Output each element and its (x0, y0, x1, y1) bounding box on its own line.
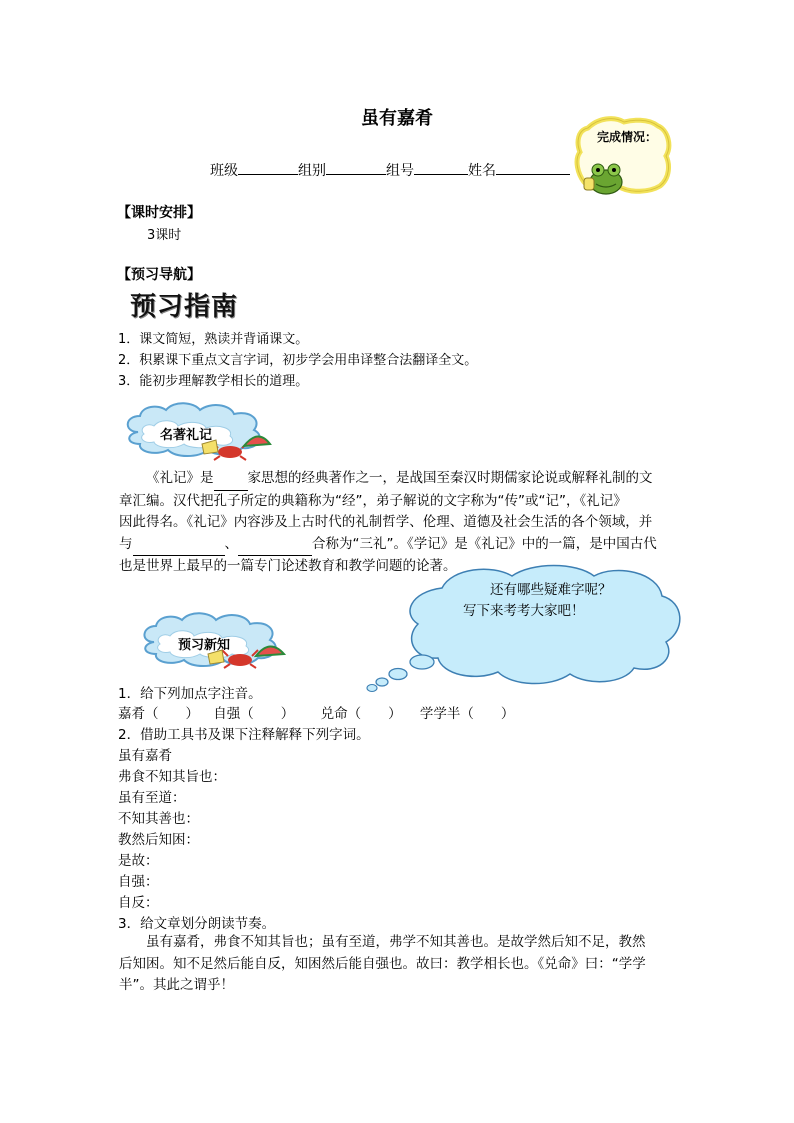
liji-blank-3[interactable] (238, 534, 312, 557)
name-label: 姓名 (468, 163, 496, 179)
number-label: 组号 (386, 163, 414, 179)
pinyin-row (118, 702, 514, 722)
classical-line-2: 后知困。知不足然后能自反，知困然后能自强也。故曰：教学相长也。《兑命》曰：“学学 (119, 955, 646, 972)
word-item: 自反： (118, 895, 159, 911)
preview-item: 2．积累课下重点文言字词，初步学会用串译整合法翻译全文。 (118, 353, 478, 368)
classical-text (119, 932, 667, 997)
completion-badge (570, 112, 676, 200)
word-item: 不知其善也： (118, 811, 199, 827)
name-blank[interactable] (496, 160, 570, 175)
word-item: 虽有至道： (118, 790, 186, 806)
word-item: 虽有嘉肴 (118, 748, 172, 764)
word-item: 教然后知困： (118, 832, 199, 848)
preview-banner: 预习指南 (130, 292, 239, 322)
classical-line-1: 虽有嘉肴，弗食不知其旨也；虽有至道，弗学不知其善也。是故学然后知不足，教然 (146, 934, 646, 950)
word-item: 弗食不知其旨也： (118, 769, 226, 785)
preview-heading: 【预习导航】 (117, 267, 201, 283)
completion-label: 完成情况： (597, 130, 658, 144)
task-2-heading: 2．借助工具书及课下注释解释下列字词。 (118, 727, 370, 743)
thought-line-2: 写下来考考大家吧！ (463, 603, 585, 619)
student-info-line (210, 160, 570, 180)
pinyin-item[interactable]: 兑命（ ） (320, 706, 402, 722)
thought-line-1: 还有哪些疑难字呢？ (490, 582, 612, 598)
task-1-heading: 1．给下列加点字注音。 (118, 686, 262, 702)
liji-blank-2[interactable] (133, 534, 225, 557)
liji-line-4b: 、 (224, 535, 238, 552)
cloud-label-liji: 名著礼记 (160, 428, 213, 443)
pinyin-item[interactable]: 自强（ ） (213, 706, 295, 722)
word-item: 是故： (118, 853, 159, 869)
schedule-value: 3课时 (147, 228, 182, 243)
pinyin-item[interactable]: 学学半（ ） (419, 706, 515, 722)
group-label: 组别 (298, 163, 326, 179)
schedule-heading: 【课时安排】 (117, 205, 201, 221)
preview-item: 3．能初步理解教学相长的道理。 (118, 374, 309, 389)
liji-line-5: 也是世界上最早的一篇专门论述教育和教学问题的论著。 (119, 558, 457, 574)
task-3-heading: 3．给文章划分朗读节奏。 (118, 916, 276, 932)
cloud-label-preview: 预习新知 (178, 638, 231, 653)
pinyin-item[interactable]: 嘉肴（ ） (118, 706, 199, 722)
class-label: 班级 (210, 163, 238, 179)
liji-blank-1[interactable] (214, 468, 248, 491)
number-blank[interactable] (414, 160, 468, 175)
liji-line-3: 因此得名。《礼记》内容涉及上古时代的礼制哲学、伦理、道德及社会生活的各个领域，并 (119, 514, 653, 530)
liji-line-4a: 与 (119, 535, 133, 552)
class-blank[interactable] (238, 160, 298, 175)
preview-item: 1．课文简短，熟读并背诵课文。 (118, 332, 309, 347)
group-blank[interactable] (326, 160, 386, 175)
liji-line-2: 章汇编。汉代把孔子所定的典籍称为“经”，弟子解说的文字称为“传”或“记”，《礼记》 (119, 492, 627, 509)
classical-line-3: 半”。其此之谓乎！ (119, 977, 234, 993)
liji-line-4c: 合称为“三礼”。《学记》是《礼记》中的一篇，是中国古代 (312, 535, 657, 552)
liji-line-1a: 《礼记》是 (146, 470, 214, 486)
word-item: 自强： (118, 874, 159, 890)
page-title: 虽有嘉肴 (361, 108, 433, 129)
liji-line-1b: 家思想的经典著作之一，是战国至秦汉时期儒家论说或解释礼制的文 (247, 470, 653, 486)
